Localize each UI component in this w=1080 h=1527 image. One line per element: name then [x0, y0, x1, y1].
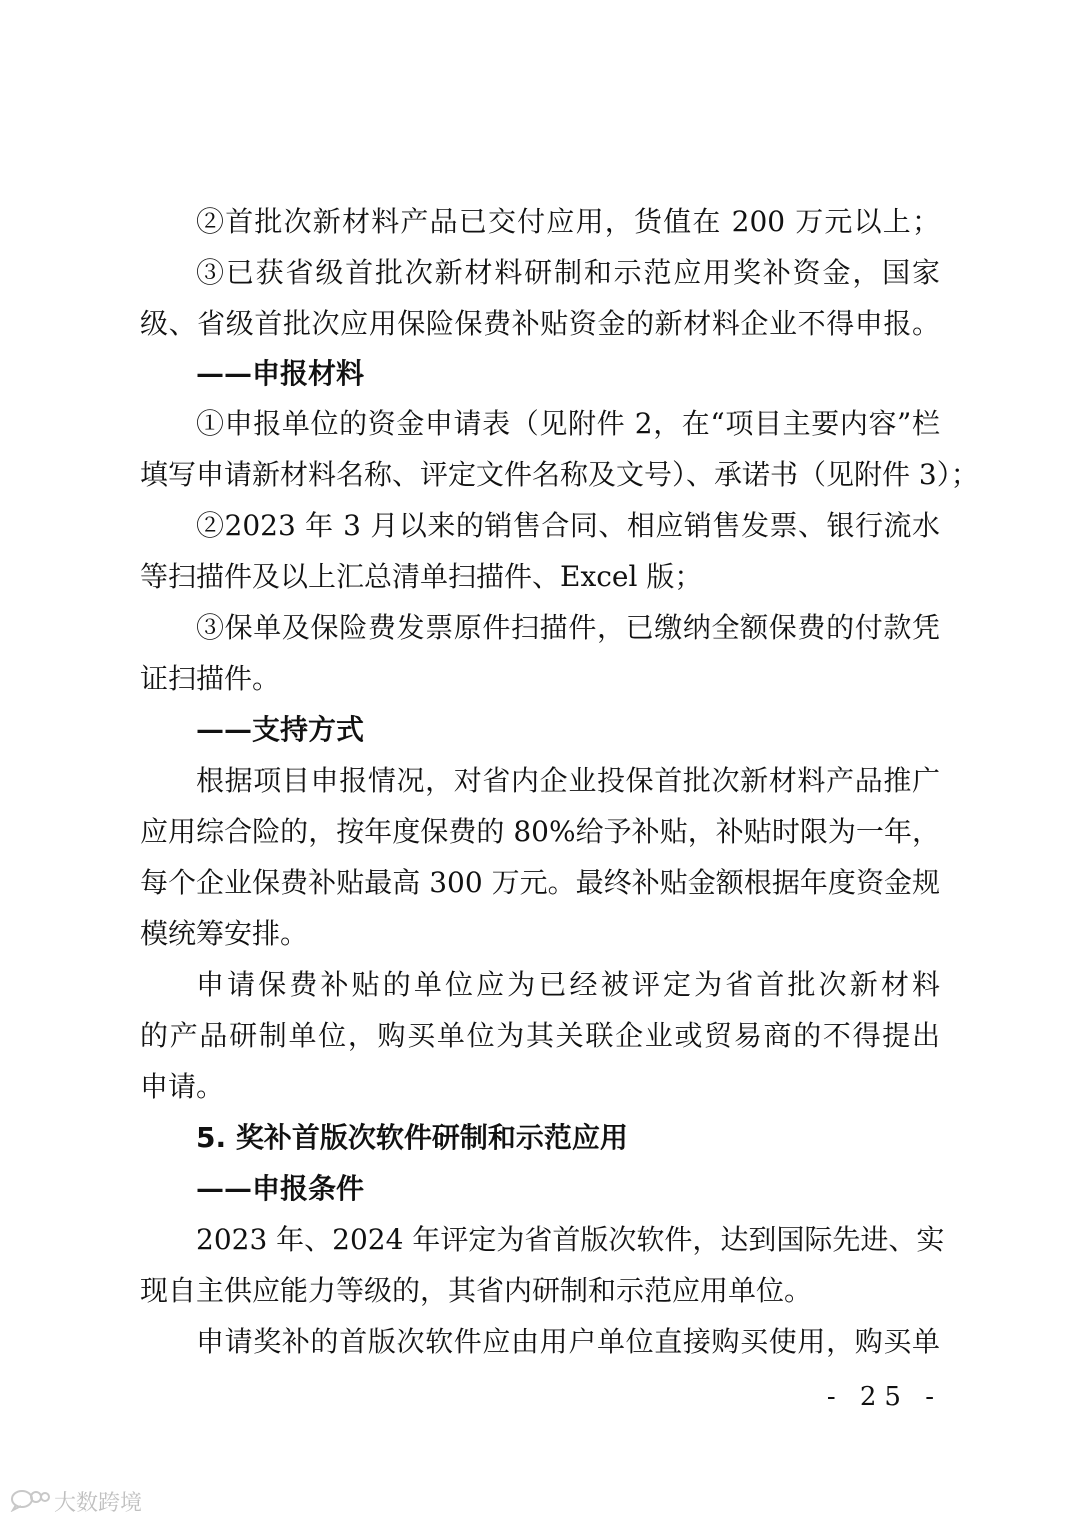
paragraph-line: ②2023 年 3 月以来的销售合同、相应销售发票、银行流水: [196, 509, 940, 542]
paragraph-line: 每个企业保费补贴最高 300 万元。最终补贴金额根据年度资金规: [140, 866, 940, 899]
paragraph-line: 申请。: [140, 1070, 225, 1103]
watermark: [10, 1488, 142, 1520]
paragraph-line: ①申报单位的资金申请表（见附件 2，在“项目主要内容”栏: [196, 407, 940, 440]
section-title: 5. 奖补首版次软件研制和示范应用: [196, 1121, 628, 1154]
paragraph-line: 申请奖补的首版次软件应由用户单位直接购买使用，购买单: [196, 1325, 940, 1358]
paragraph-line: 2023 年、2024 年评定为省首版次软件，达到国际先进、实: [196, 1223, 945, 1256]
speech-bubble-logo-icon: [10, 1488, 54, 1520]
paragraph-line: ③保单及保险费发票原件扫描件，已缴纳全额保费的付款凭: [196, 611, 940, 644]
paragraph-line: 模统筹安排。: [140, 917, 309, 950]
paragraph-line: ③已获省级首批次新材料研制和示范应用奖补资金，国家: [196, 256, 940, 289]
paragraph-line: 等扫描件及以上汇总清单扫描件、Excel 版；: [140, 560, 703, 593]
paragraph-line: 现自主供应能力等级的，其省内研制和示范应用单位。: [140, 1274, 813, 1307]
paragraph-line: 级、省级首批次应用保险保费补贴资金的新材料企业不得申报。: [140, 307, 940, 340]
section-heading: ——支持方式: [196, 713, 365, 746]
page-number: - 25 -: [826, 1382, 942, 1412]
paragraph-line: 的产品研制单位，购买单位为其关联企业或贸易商的不得提出: [140, 1019, 940, 1052]
paragraph-line: 应用综合险的，按年度保费的 80%给予补贴，补贴时限为一年，: [140, 815, 940, 848]
paragraph-line: 根据项目申报情况，对省内企业投保首批次新材料产品推广: [196, 764, 940, 797]
paragraph-line: 填写申请新材料名称、评定文件名称及文号）、承诺书（见附件 3）；: [140, 458, 979, 491]
section-heading: ——申报条件: [196, 1172, 365, 1205]
watermark-text: 大数跨境: [54, 1491, 143, 1516]
paragraph-line: ②首批次新材料产品已交付应用，货值在 200 万元以上；: [196, 205, 940, 238]
section-heading: ——申报材料: [196, 357, 365, 390]
paragraph-line: 证扫描件。: [140, 662, 281, 695]
paragraph-line: 申请保费补贴的单位应为已经被评定为省首批次新材料: [196, 968, 940, 1001]
